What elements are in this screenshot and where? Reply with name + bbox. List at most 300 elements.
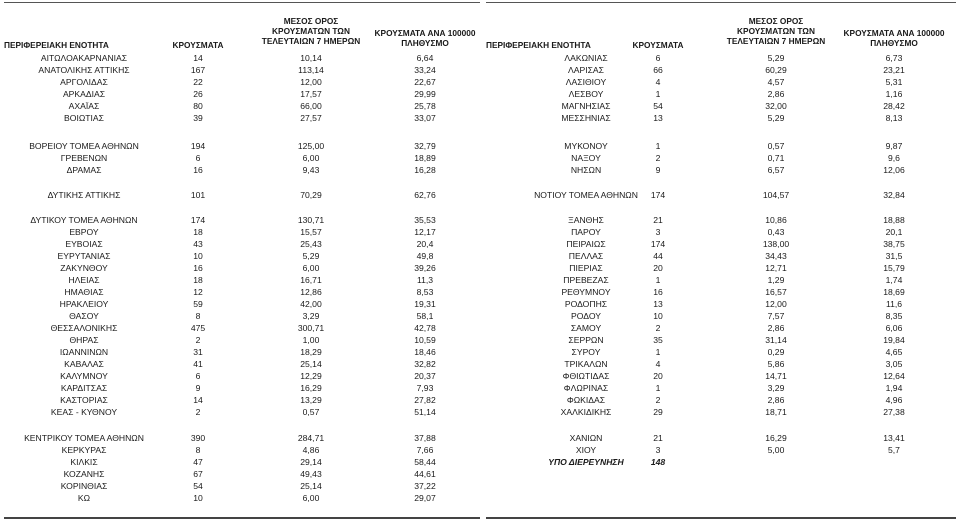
cell-per100k: 1,16 (885, 89, 903, 99)
cell-region: ΡΟΔΟΥ (571, 311, 601, 321)
header-region: ΠΕΡΙΦΕΡΕΙΑΚΗ ΕΝΟΤΗΤΑ (486, 40, 591, 50)
table-row (482, 432, 960, 444)
cell-avg: 27,57 (300, 113, 322, 123)
cell-region: ΡΟΔΟΠΗΣ (564, 299, 608, 309)
cell-cases: 10 (193, 251, 203, 261)
cell-region: ΥΠΟ ΔΙΕΡΕΥΝΗΣΗ (548, 457, 624, 467)
table-row (482, 52, 960, 64)
cell-avg: 15,57 (300, 227, 322, 237)
cell-avg: 70,29 (300, 190, 322, 200)
cell-avg: 12,86 (300, 287, 322, 297)
cell-avg: 6,00 (302, 493, 320, 503)
table-row (0, 358, 482, 370)
cell-per100k: 4,96 (885, 395, 903, 405)
table-row (0, 406, 482, 418)
cell-region: ΙΩΑΝΝΙΝΩΝ (59, 347, 109, 357)
cell-cases: 67 (193, 469, 203, 479)
cell-cases: 66 (653, 65, 663, 75)
cell-region: ΚΕΑΣ - ΚΥΘΝΟΥ (50, 407, 118, 417)
table-row (0, 298, 482, 310)
cell-avg: 0,57 (767, 141, 785, 151)
cell-avg: 125,00 (297, 141, 325, 151)
cell-avg: 16,29 (300, 383, 322, 393)
cell-avg: 0,29 (767, 347, 785, 357)
cell-avg: 18,29 (300, 347, 322, 357)
cell-cases: 16 (193, 263, 203, 273)
cell-per100k: 20,4 (416, 239, 434, 249)
cell-cases: 22 (193, 77, 203, 87)
cell-avg: 6,57 (767, 165, 785, 175)
cell-per100k: 22,67 (414, 77, 436, 87)
table-row (0, 140, 482, 152)
cell-avg: 2,86 (767, 395, 785, 405)
cell-cases: 18 (193, 227, 203, 237)
cell-cases: 174 (650, 190, 666, 200)
cell-region: ΣΕΡΡΩΝ (568, 335, 604, 345)
cell-region: ΚΙΛΚΙΣ (70, 457, 98, 467)
cell-region: ΠΑΡΟΥ (571, 227, 601, 237)
cell-region: ΒΟΡΕΙΟΥ ΤΟΜΕΑ ΑΘΗΝΩΝ (29, 141, 139, 151)
cell-avg: 5,29 (767, 113, 785, 123)
cell-region: ΕΥΒΟΙΑΣ (65, 239, 103, 249)
cell-avg: 300,71 (297, 323, 325, 333)
cell-avg: 9,43 (302, 165, 320, 175)
cell-region: ΚΟΖΑΝΗΣ (63, 469, 105, 479)
cell-per100k: 62,76 (414, 190, 436, 200)
cell-cases: 148 (650, 457, 666, 467)
cell-cases: 9 (655, 165, 661, 175)
cell-avg: 2,86 (767, 323, 785, 333)
cell-region: ΔΥΤΙΚΗΣ ΑΤΤΙΚΗΣ (47, 190, 121, 200)
cell-avg: 3,29 (767, 383, 785, 393)
cell-per100k: 32,84 (883, 190, 905, 200)
cell-avg: 66,00 (300, 101, 322, 111)
cell-cases: 475 (190, 323, 206, 333)
header-per100k (366, 28, 484, 48)
cell-per100k: 13,41 (883, 433, 905, 443)
cell-cases: 6 (195, 153, 201, 163)
cell-avg: 0,43 (767, 227, 785, 237)
cell-avg: 25,43 (300, 239, 322, 249)
cell-region: ΣΑΜΟΥ (570, 323, 602, 333)
table-row (0, 492, 482, 504)
cell-cases: 6 (655, 53, 661, 63)
cell-avg: 0,71 (767, 153, 785, 163)
table-row (482, 382, 960, 394)
cell-per100k: 27,82 (414, 395, 436, 405)
cell-avg: 12,00 (300, 77, 322, 87)
table-row (0, 286, 482, 298)
cell-region: ΔΥΤΙΚΟΥ ΤΟΜΕΑ ΑΘΗΝΩΝ (30, 215, 138, 225)
cell-cases: 20 (653, 263, 663, 273)
cell-cases: 41 (193, 359, 203, 369)
cell-avg: 284,71 (297, 433, 325, 443)
table-row (482, 286, 960, 298)
table-row (482, 310, 960, 322)
cell-region: ΘΗΡΑΣ (69, 335, 99, 345)
cell-cases: 1 (655, 383, 661, 393)
table-row (482, 100, 960, 112)
table-row (482, 226, 960, 238)
cell-per100k: 7,66 (416, 445, 434, 455)
cell-region: ΕΒΡΟΥ (69, 227, 99, 237)
cell-per100k: 7,93 (416, 383, 434, 393)
cell-per100k: 6,06 (885, 323, 903, 333)
cell-cases: 2 (655, 323, 661, 333)
cell-per100k: 28,42 (883, 101, 905, 111)
table-row (482, 76, 960, 88)
cell-avg: 5,29 (302, 251, 320, 261)
cell-cases: 16 (193, 165, 203, 175)
cell-cases: 43 (193, 239, 203, 249)
table-row (0, 64, 482, 76)
cell-cases: 6 (195, 371, 201, 381)
cell-cases: 54 (653, 101, 663, 111)
table-row (0, 274, 482, 286)
cell-region: ΔΡΑΜΑΣ (66, 165, 102, 175)
table-row (482, 88, 960, 100)
cell-cases: 1 (655, 347, 661, 357)
cell-region: ΚΑΣΤΟΡΙΑΣ (60, 395, 108, 405)
cell-region: ΗΛΕΙΑΣ (68, 275, 100, 285)
table-row (482, 334, 960, 346)
table-row (482, 406, 960, 418)
cell-cases: 80 (193, 101, 203, 111)
table-row (0, 468, 482, 480)
table-row (0, 444, 482, 456)
cell-region: ΜΥΚΟΝΟΥ (564, 141, 608, 151)
cell-cases: 29 (653, 407, 663, 417)
cell-per100k: 19,84 (883, 335, 905, 345)
table-row (482, 298, 960, 310)
cell-per100k: 51,14 (414, 407, 436, 417)
cell-per100k: 8,53 (416, 287, 434, 297)
cell-region: ΡΕΘΥΜΝΟΥ (561, 287, 611, 297)
cell-per100k: 42,78 (414, 323, 436, 333)
cell-region: ΠΡΕΒΕΖΑΣ (563, 275, 609, 285)
cell-per100k: 33,24 (414, 65, 436, 75)
header-avg (720, 16, 832, 46)
table-row (0, 456, 482, 468)
cell-cases: 13 (653, 113, 663, 123)
cell-region: ΧΙΟΥ (575, 445, 597, 455)
cell-region: ΚΑΒΑΛΑΣ (64, 359, 104, 369)
cell-per100k: 9,6 (888, 153, 900, 163)
cell-per100k: 5,31 (885, 77, 903, 87)
cell-per100k: 37,22 (414, 481, 436, 491)
cell-per100k: 25,78 (414, 101, 436, 111)
cell-per100k: 10,59 (414, 335, 436, 345)
cell-cases: 4 (655, 359, 661, 369)
cell-per100k: 29,07 (414, 493, 436, 503)
bottom-rule (486, 517, 956, 519)
table-row (0, 238, 482, 250)
cell-per100k: 1,94 (885, 383, 903, 393)
table-row (482, 322, 960, 334)
header-avg-line2: ΚΡΟΥΣΜΑΤΩΝ ΤΩΝ (272, 26, 350, 36)
cell-avg: 3,29 (302, 311, 320, 321)
cell-region: ΓΡΕΒΕΝΩΝ (60, 153, 108, 163)
cell-region: ΝΟΤΙΟΥ ΤΟΜΕΑ ΑΘΗΝΩΝ (534, 190, 638, 200)
cell-region: ΛΑΡΙΣΑΣ (568, 65, 604, 75)
table-row (0, 394, 482, 406)
cell-per100k: 4,65 (885, 347, 903, 357)
cell-per100k: 3,05 (885, 359, 903, 369)
table-row (482, 164, 960, 176)
bottom-rule (4, 517, 480, 519)
cell-cases: 14 (193, 395, 203, 405)
cell-per100k: 37,88 (414, 433, 436, 443)
cell-per100k: 49,8 (416, 251, 434, 261)
cell-avg: 34,43 (765, 251, 787, 261)
cell-cases: 10 (193, 493, 203, 503)
cell-cases: 26 (193, 89, 203, 99)
header-avg-line3: ΤΕΛΕΥΤΑΙΩΝ 7 ΗΜΕΡΩΝ (261, 36, 361, 46)
cell-cases: 390 (190, 433, 206, 443)
cell-avg: 16,29 (765, 433, 787, 443)
cell-cases: 4 (655, 77, 661, 87)
header-avg (256, 16, 366, 46)
cell-per100k: 35,53 (414, 215, 436, 225)
cell-region: ΛΑΚΩΝΙΑΣ (564, 53, 608, 63)
cell-avg: 6,00 (302, 263, 320, 273)
table-row (0, 370, 482, 382)
table-row (0, 152, 482, 164)
cell-cases: 1 (655, 275, 661, 285)
cell-region: ΦΛΩΡΙΝΑΣ (563, 383, 609, 393)
cell-avg: 2,86 (767, 89, 785, 99)
cell-cases: 20 (653, 371, 663, 381)
cell-region: ΚΕΡΚΥΡΑΣ (61, 445, 107, 455)
cell-avg: 13,29 (300, 395, 322, 405)
table-row (0, 310, 482, 322)
cell-per100k: 27,38 (883, 407, 905, 417)
cell-region: ΗΜΑΘΙΑΣ (64, 287, 104, 297)
cell-cases: 1 (655, 141, 661, 151)
cell-region: ΛΑΣΙΘΙΟΥ (565, 77, 607, 87)
cell-avg: 5,29 (767, 53, 785, 63)
cell-cases: 3 (655, 227, 661, 237)
cell-cases: 35 (653, 335, 663, 345)
table-row (482, 189, 960, 201)
header-per100k (834, 28, 954, 48)
cell-avg: 29,14 (300, 457, 322, 467)
table-row (0, 52, 482, 64)
cell-per100k: 12,06 (883, 165, 905, 175)
cell-region: ΑΡΓΟΛΙΔΑΣ (60, 77, 108, 87)
table-row (482, 250, 960, 262)
table-row (0, 262, 482, 274)
table-row (482, 262, 960, 274)
header-avg-line1: ΜΕΣΟΣ ΟΡΟΣ (748, 16, 804, 26)
table-row (482, 238, 960, 250)
cell-per100k: 44,61 (414, 469, 436, 479)
cell-region: ΑΡΚΑΔΙΑΣ (62, 89, 106, 99)
cell-per100k: 32,79 (414, 141, 436, 151)
cell-cases: 47 (193, 457, 203, 467)
table-row (482, 444, 960, 456)
cell-per100k: 20,1 (885, 227, 903, 237)
cell-cases: 101 (190, 190, 206, 200)
table-row (0, 250, 482, 262)
cell-cases: 14 (193, 53, 203, 63)
cell-region: ΧΑΛΚΙΔΙΚΗΣ (560, 407, 612, 417)
cell-region: ΣΥΡΟΥ (571, 347, 601, 357)
cell-region: ΧΑΝΙΩΝ (569, 433, 603, 443)
table-row (0, 112, 482, 124)
cell-per100k: 29,99 (414, 89, 436, 99)
table-row (0, 214, 482, 226)
cell-per100k: 38,75 (883, 239, 905, 249)
cell-avg: 10,14 (300, 53, 322, 63)
cell-cases: 39 (193, 113, 203, 123)
header-cases: ΚΡΟΥΣΜΑΤΑ (172, 40, 224, 50)
cell-cases: 31 (193, 347, 203, 357)
table-row (0, 346, 482, 358)
header-cases: ΚΡΟΥΣΜΑΤΑ (632, 40, 684, 50)
table-row (0, 322, 482, 334)
cell-cases: 16 (653, 287, 663, 297)
cell-region: ΦΘΙΩΤΙΔΑΣ (562, 371, 610, 381)
cell-cases: 167 (190, 65, 206, 75)
cell-avg: 6,00 (302, 153, 320, 163)
cell-region: ΑΧΑΪΑΣ (68, 101, 100, 111)
table-row (0, 480, 482, 492)
table-row (0, 334, 482, 346)
cell-avg: 5,00 (767, 445, 785, 455)
cell-per100k: 6,64 (416, 53, 434, 63)
cell-avg: 18,71 (765, 407, 787, 417)
table-row (0, 189, 482, 201)
cell-region: ΛΕΣΒΟΥ (568, 89, 604, 99)
cell-per100k: 19,31 (414, 299, 436, 309)
cell-per100k: 16,28 (414, 165, 436, 175)
cell-cases: 3 (655, 445, 661, 455)
cell-per100k: 12,17 (414, 227, 436, 237)
cell-region: ΚΩ (77, 493, 91, 503)
cell-region: ΠΕΙΡΑΙΩΣ (566, 239, 606, 249)
table-row (0, 432, 482, 444)
table-row (482, 370, 960, 382)
cell-per100k: 1,74 (885, 275, 903, 285)
header-avg-line1: ΜΕΣΟΣ ΟΡΟΣ (283, 16, 339, 26)
cell-per100k: 58,44 (414, 457, 436, 467)
cell-cases: 2 (655, 153, 661, 163)
cell-region: ΝΑΞΟΥ (571, 153, 601, 163)
cell-per100k: 5,7 (888, 445, 900, 455)
cell-per100k: 12,64 (883, 371, 905, 381)
cell-cases: 2 (195, 407, 201, 417)
cell-avg: 16,71 (300, 275, 322, 285)
cell-per100k: 32,82 (414, 359, 436, 369)
cell-cases: 8 (195, 445, 201, 455)
cell-region: ΚΑΡΔΙΤΣΑΣ (60, 383, 108, 393)
cell-avg: 12,71 (765, 263, 787, 273)
header-per100k-line1: ΚΡΟΥΣΜΑΤΑ ΑΝΑ 100000 (843, 28, 945, 38)
cell-avg: 4,86 (302, 445, 320, 455)
table-row (482, 140, 960, 152)
cell-cases: 2 (195, 335, 201, 345)
table-row (0, 76, 482, 88)
cell-cases: 194 (190, 141, 206, 151)
cell-region: ΒΟΙΩΤΙΑΣ (64, 113, 104, 123)
cell-per100k: 11,3 (416, 275, 434, 285)
cell-cases: 2 (655, 395, 661, 405)
cell-per100k: 31,5 (885, 251, 903, 261)
cell-per100k: 18,89 (414, 153, 436, 163)
cell-region: ΜΑΓΝΗΣΙΑΣ (561, 101, 611, 111)
cell-avg: 0,57 (302, 407, 320, 417)
cell-per100k: 18,88 (883, 215, 905, 225)
table-row (0, 382, 482, 394)
cell-region: ΘΑΣΟΥ (69, 311, 99, 321)
cell-region: ΚΟΡΙΝΘΙΑΣ (60, 481, 108, 491)
header-avg-line2: ΚΡΟΥΣΜΑΤΩΝ ΤΩΝ (737, 26, 815, 36)
cell-per100k: 18,46 (414, 347, 436, 357)
cell-avg: 17,57 (300, 89, 322, 99)
table-row (0, 88, 482, 100)
cell-cases: 1 (655, 89, 661, 99)
cell-cases: 9 (195, 383, 201, 393)
cell-region: ΕΥΡΥΤΑΝΙΑΣ (57, 251, 111, 261)
cell-avg: 4,57 (767, 77, 785, 87)
cell-avg: 49,43 (300, 469, 322, 479)
cell-avg: 5,86 (767, 359, 785, 369)
cell-cases: 59 (193, 299, 203, 309)
cell-region: ΠΕΛΛΑΣ (568, 251, 604, 261)
cell-avg: 42,00 (300, 299, 322, 309)
header-per100k-line1: ΚΡΟΥΣΜΑΤΑ ΑΝΑ 100000 (374, 28, 476, 38)
cell-cases: 44 (653, 251, 663, 261)
cell-region: ΗΡΑΚΛΕΙΟΥ (59, 299, 109, 309)
table-row (482, 152, 960, 164)
table-row (482, 456, 960, 468)
top-rule (486, 2, 956, 3)
cell-avg: 31,14 (765, 335, 787, 345)
cell-region: ΚΑΛΥΜΝΟΥ (60, 371, 108, 381)
cell-avg: 113,14 (298, 65, 324, 75)
cell-avg: 10,86 (765, 215, 787, 225)
cell-per100k: 18,69 (883, 287, 905, 297)
cell-avg: 12,29 (300, 371, 322, 381)
cell-cases: 10 (653, 311, 663, 321)
cell-avg: 7,57 (767, 311, 785, 321)
cell-avg: 1,00 (302, 335, 320, 345)
cell-avg: 1,29 (767, 275, 785, 285)
cell-region: ΑΙΤΩΛΟΑΚΑΡΝΑΝΙΑΣ (40, 53, 128, 63)
table-row (482, 394, 960, 406)
cell-per100k: 9,87 (885, 141, 903, 151)
cell-per100k: 8,13 (885, 113, 903, 123)
cell-cases: 54 (193, 481, 203, 491)
cell-avg: 12,00 (765, 299, 787, 309)
cell-region: ΠΙΕΡΙΑΣ (569, 263, 603, 273)
table-row (482, 274, 960, 286)
cell-cases: 8 (195, 311, 201, 321)
table-row (482, 346, 960, 358)
cell-per100k: 20,37 (414, 371, 436, 381)
cell-per100k: 39,26 (414, 263, 436, 273)
header-per100k-line2: ΠΛΗΘΥΣΜΟ (401, 38, 449, 48)
cell-region: ΞΑΝΘΗΣ (568, 215, 604, 225)
cell-region: ΑΝΑΤΟΛΙΚΗΣ ΑΤΤΙΚΗΣ (38, 65, 130, 75)
right-table (482, 0, 960, 521)
header-avg-line3: ΤΕΛΕΥΤΑΙΩΝ 7 ΗΜΕΡΩΝ (726, 36, 826, 46)
cell-per100k: 15,79 (883, 263, 905, 273)
table-row (482, 214, 960, 226)
cell-region: ΤΡΙΚΑΛΩΝ (564, 359, 608, 369)
cell-cases: 174 (650, 239, 666, 249)
